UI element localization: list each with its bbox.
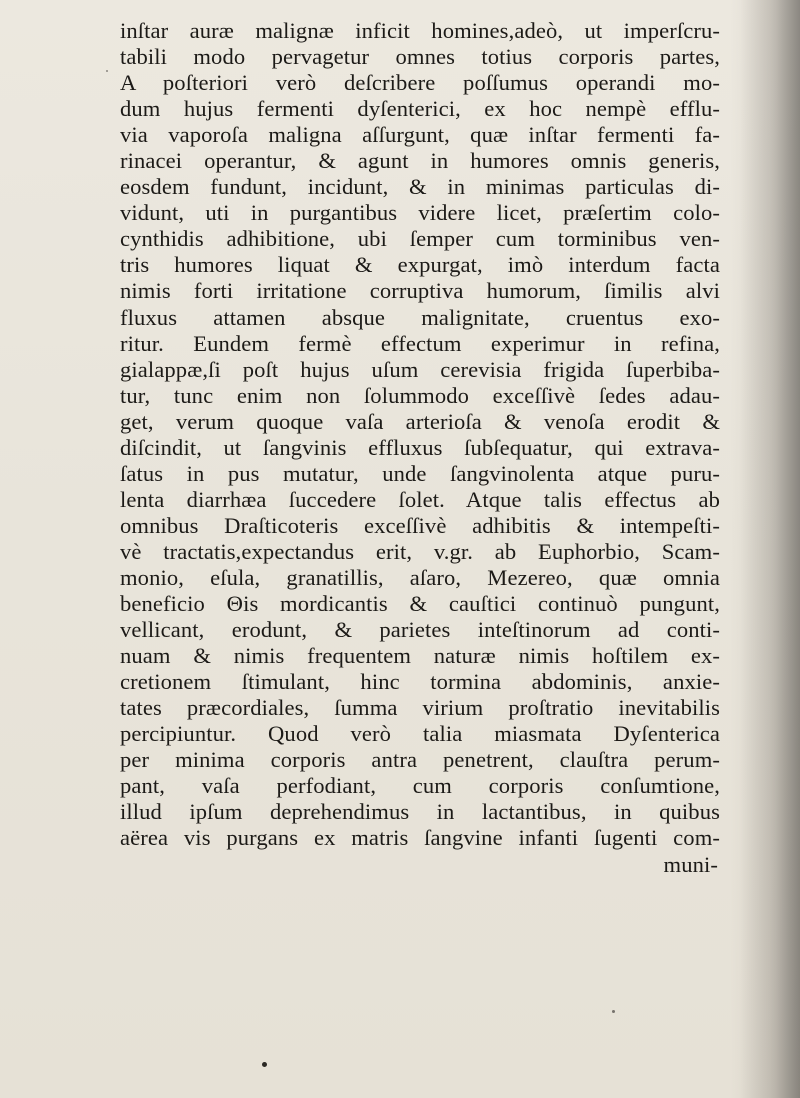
text-line: per minima corporis antra penetrent, clauſtra perum- bbox=[120, 747, 720, 773]
body-text bbox=[120, 18, 720, 878]
text-line: ritur. Eundem fermè effectum experimur in refina, bbox=[120, 330, 720, 356]
text-line: illud ipſum deprehendimus in lactantibus, in quibus bbox=[120, 799, 720, 825]
text-line: lenta diarrhæa ſuccedere ſolet. Atque talis effectus ab bbox=[120, 486, 720, 512]
text-line: fluxus attamen absque malignitate, cruentus exo- bbox=[120, 304, 720, 330]
ink-speck bbox=[262, 1062, 267, 1067]
text-line: dum hujus fermenti dyſenterici, ex hoc nempè efflu- bbox=[120, 96, 720, 122]
page-edge-shadow bbox=[740, 0, 800, 1098]
text-line: pant, vaſa perfodiant, cum corporis conſumtione, bbox=[120, 773, 720, 799]
text-line: nuam & nimis frequentem naturæ nimis hoſtilem ex- bbox=[120, 643, 720, 669]
text-line: aërea vis purgans ex matris ſangvine infanti ſugenti com- bbox=[120, 825, 720, 851]
catchword: muni- bbox=[663, 851, 718, 877]
text-line: tur, tunc enim non ſolummodo exceſſivè ſedes adau- bbox=[120, 382, 720, 408]
text-line: nimis forti irritatione corruptiva humorum, ſimilis alvi bbox=[120, 278, 720, 304]
text-line: eosdem fundunt, incidunt, & in minimas particulas di- bbox=[120, 174, 720, 200]
text-line: cretionem ſtimulant, hinc tormina abdominis, anxie- bbox=[120, 669, 720, 695]
text-line: monio, eſula, granatillis, aſaro, Mezereo, quæ omnia bbox=[120, 564, 720, 590]
text-line: vellicant, erodunt, & parietes inteſtinorum ad conti- bbox=[120, 617, 720, 643]
text-line: get, verum quoque vaſa arterioſa & venoſa erodit & bbox=[120, 408, 720, 434]
text-line: vidunt, uti in purgantibus videre licet, præſertim colo- bbox=[120, 200, 720, 226]
text-line: via vaporoſa maligna aſſurgunt, quæ inſtar fermenti fa- bbox=[120, 122, 720, 148]
text-line: tabili modo pervagetur omnes totius corporis partes, bbox=[120, 44, 720, 70]
text-line: ſatus in pus mutatur, unde ſangvinolenta atque puru- bbox=[120, 460, 720, 486]
text-line: tris humores liquat & expurgat, imò interdum facta bbox=[120, 252, 720, 278]
text-line: cynthidis adhibitione, ubi ſemper cum torminibus ven- bbox=[120, 226, 720, 252]
ink-speck bbox=[106, 70, 108, 72]
ink-speck bbox=[612, 1010, 615, 1013]
text-line: inſtar auræ malignæ inficit homines,adeò, ut imperſcru- bbox=[120, 18, 720, 43]
text-line: tates præcordiales, ſumma virium proſtratio inevitabilis bbox=[120, 695, 720, 721]
text-line: gialappæ,ſi poſt hujus uſum cerevisia frigida ſuperbiba- bbox=[120, 356, 720, 382]
text-line: beneficio Θis mordicantis & cauſtici continuò pungunt, bbox=[120, 591, 720, 617]
text-line: A poſteriori verò deſcribere poſſumus operandi mo- bbox=[120, 70, 720, 96]
text-line: vè tractatis,expectandus erit, v.gr. ab Euphorbio, Scam- bbox=[120, 538, 720, 564]
text-line: diſcindit, ut ſangvinis effluxus ſubſequatur, qui extrava- bbox=[120, 434, 720, 460]
text-line: rinacei operantur, & agunt in humores omnis generis, bbox=[120, 148, 720, 174]
text-line: percipiuntur. Quod verò talia miasmata Dyſenterica bbox=[120, 721, 720, 747]
text-line: omnibus Draſticoteris exceſſivè adhibitis & intempeſti- bbox=[120, 512, 720, 538]
